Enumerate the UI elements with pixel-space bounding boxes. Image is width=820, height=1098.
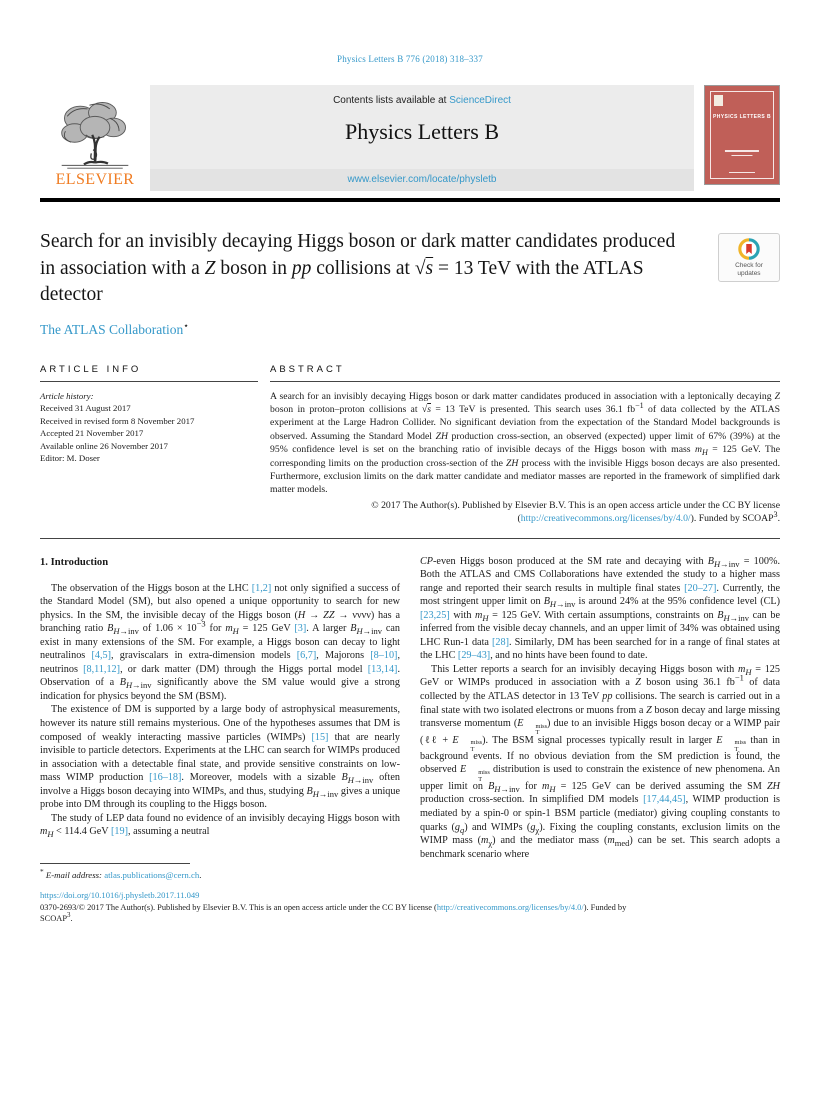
citation-link[interactable]: [16–18] [149, 772, 182, 784]
article-history-line: Available online 26 November 2017 [40, 440, 168, 451]
email-label: E-mail address: [45, 869, 102, 880]
email-link[interactable]: atlas.publications@cern.ch [104, 869, 200, 880]
hyperlink[interactable]: http://creativecommons.org/licenses/by/4.0/ [520, 513, 691, 525]
check-badge-label: Check for updates [735, 262, 763, 278]
article-history-label: Article history: [40, 390, 94, 401]
elsevier-tree-icon [48, 96, 142, 170]
editor-line: Editor: M. Doser [40, 453, 100, 464]
section-heading-introduction: 1. Introduction [40, 556, 109, 568]
body-left-column [40, 555, 400, 880]
abstract-section [270, 364, 780, 526]
elsevier-wordmark: ELSEVIER [55, 171, 135, 188]
citation-link[interactable]: [13,14] [367, 663, 398, 675]
footnote-period: . [199, 869, 202, 880]
check-for-updates-badge[interactable] [718, 233, 780, 282]
divider [40, 538, 780, 539]
journal-reference[interactable]: Physics Letters B 776 (2018) 318–337 [337, 54, 483, 64]
citation-link[interactable]: [15] [311, 731, 329, 743]
paragraph: CP-even Higgs boson produced at the SM rate and decaying with $B_{H\to inv} = 100\%$. Both the ATLAS and CMS Collaborations have extended the study to a higher mass range and reported their search results in multiple final states [20–27]. Currently, the most stringent upper limit on $B_{H\to inv}$ is around 24% at the 95% confidence level (CL) [23,25] with $m_H = 125$ GeV. With certain assumptions, constraints on $B_{H\to inv}$ can be inferred from the visible decay channels, and an upper limit of 34% was obtained using LHC Run-1 data [28]. Similarly, DM has been searched for in a range of final states at the LHC [29–43], and no hints have been found to date. [420, 555, 781, 662]
cover-publisher-mark [714, 95, 723, 106]
doi-link[interactable]: https://doi.org/10.1016/j.physletb.2017.11.049 [40, 889, 200, 900]
article-info-heading: ARTICLE INFO [40, 363, 142, 375]
author-note-marker: ⋆ [183, 320, 189, 330]
abstract-text: A search for an invisibly decaying Higgs boson or dark matter candidates produced in association with a leptonically decaying Z boson in proton–proton collisions at √s = 13 TeV is presented. This search uses 36.1 $fb^{-1}$ of data collected by the ATLAS experiment at the Large Hadron Collider. No significant deviation from the expectation of the Standard Model backgrounds is observed. Assuming the Standard Model ZH production cross-section, an observed (expected) upper limit of 67% (39%) at the 95% confidence level is set on the branching ratio of invisible decays of the Higgs boson with mass $m_H = 125$ GeV. The corresponding limits on the production cross-section of the ZH process with the invisible Higgs boson decays are also presented. Furthermore, exclusion limits on the dark matter candidate and mediator masses are reported in the framework of simplified dark matter models. [270, 390, 780, 496]
body-right-column [420, 555, 780, 880]
citation-link[interactable]: [28] [491, 636, 509, 648]
cover-frame [710, 91, 774, 179]
divider [40, 381, 258, 382]
journal-banner [40, 85, 780, 191]
page-footer [40, 890, 780, 925]
abstract-heading: ABSTRACT [270, 363, 345, 375]
paragraph: This Letter reports a search for an invisibly decaying Higgs boson with $m_H = 125$ GeV or WIMPs produced in association with a Z boson using 36.1 $fb^{-1}$ of data collected by the ATLAS detector in 13 TeV pp collisions. The search is carried out in a final state with two isolated electrons or muons from a Z boson decay and large missing transverse momentum (E miss T ) due to an invisible Higgs boson decay or a WIMP pair (ℓℓ + E miss T ). The BSM signal processes typically result in larger E miss T than in background events. If no obvious deviation from the SM prediction is found, the observed E miss T distribution is used to constrain the existence of new phenomena. An upper limit on $B_{H\to inv}$ for $m_H = 125$ GeV can be derived assuming the SM ZH production cross-section. In simplified DM models [17,44,45], WIMP production is mediated by a spin-0 or spin-1 BSM particle (mediator) giving coupling constants to quarks $(g_q)$ and WIMPs $(g_\chi)$. Fixing the coupling constants, exclusion limits on the WIMP mass $(m_\chi)$ and the mediator mass $(m_{med})$ can be set. This search adopts a benchmark scenario where [420, 663, 781, 860]
sciencedirect-link[interactable]: ScienceDirect [449, 95, 511, 106]
citation-link[interactable]: [1,2] [251, 582, 272, 594]
footnote-block [40, 863, 400, 880]
citation-link[interactable]: [3] [294, 623, 307, 635]
elsevier-logo[interactable] [40, 85, 150, 191]
author-link[interactable]: The ATLAS Collaboration [40, 321, 184, 337]
article-history-line: Received in revised form 8 November 2017 [40, 415, 195, 426]
license-line: 0370-2693/© 2017 The Author(s). Published by Elsevier B.V. This is an open access article under the CC BY license (http://creativecommons.org/licenses/by/4.0/). Funded by SCOAP$^3$. [40, 902, 627, 924]
cover-decoration [731, 155, 752, 157]
footnote-marker: * [40, 867, 44, 877]
divider [40, 863, 190, 864]
email-footnote [40, 867, 400, 880]
citation-link[interactable]: [8,11,12] [83, 663, 121, 675]
citation-link[interactable]: [4,5] [91, 650, 111, 662]
citation-link[interactable]: [23,25] [420, 609, 450, 621]
abstract-copyright: © 2017 The Author(s). Published by Elsevier B.V. This is an open access article under the CC BY license (http://creativecommons.org/licenses/by/4.0/). Funded by SCOAP$^3$. [371, 499, 780, 525]
article-title: Search for an invisibly decaying Higgs boson or dark matter candidates produced in association with a Z boson in pp collisions at √s = 13 TeV with the ATLAS detector [40, 231, 676, 305]
journal-url-link[interactable]: www.elsevier.com/locate/physletb [150, 169, 694, 191]
cover-title: PHYSICS LETTERS B [713, 114, 771, 120]
divider [270, 381, 780, 382]
paragraph: The study of LEP data found no evidence of an invisibly decaying Higgs boson with $m_H < 114.4$ GeV [19], assuming a neutral [40, 812, 400, 840]
journal-info-box [150, 85, 694, 191]
cover-decoration [729, 172, 755, 174]
journal-title: Physics Letters B [345, 119, 499, 144]
citation-link[interactable]: [29–43] [457, 650, 491, 662]
contents-prefix: Contents lists available at [333, 95, 450, 106]
hyperlink[interactable]: http://creativecommons.org/licenses/by/4.0/ [436, 902, 584, 912]
citation-link[interactable]: [17,44,45] [643, 794, 686, 806]
citation-link[interactable]: [19] [111, 826, 129, 838]
citation-link[interactable]: [20–27] [684, 582, 717, 594]
citation-link[interactable]: [6,7] [296, 650, 317, 662]
article-body [40, 555, 780, 880]
citation-link[interactable]: [8–10] [370, 650, 398, 662]
article-info-section [40, 364, 258, 526]
article-history-line: Accepted 21 November 2017 [40, 428, 144, 439]
cover-decoration [725, 150, 759, 152]
banner-divider [40, 198, 780, 202]
journal-cover-thumbnail[interactable] [704, 85, 780, 185]
crossmark-icon [738, 238, 760, 260]
paragraph: The observation of the Higgs boson at the LHC [1,2] not only signified a success of the Standard Model (SM), but also opened a unique opportunity to search for new physics. In the SM, the invisible decay of the Higgs boson (H → ZZ → νννν) has a branching ratio $B_{H\to inv}$ of $1.06 \times 10^{-3}$ for $m_H = 125$ GeV [3]. A larger $B_{H\to inv}$ can exist in many extensions of the SM. For example, a Higgs boson can decay to light neutralinos [4,5], graviscalars in extra-dimension models [6,7], Majorons [8–10], neutrinos [8,11,12], or dark matter (DM) through the Higgs portal model [13,14]. Observation of a $B_{H\to inv}$ significantly above the SM value would give a strong indication for physics beyond the SM (BSM). [40, 582, 401, 702]
paragraph: The existence of DM is supported by a large body of astrophysical measurements, however its nature still remains mysterious. One of the hypotheses assumes that DM is composed of weakly interacting massive particles (WIMPs) [15] that are nearly invisible to particle detectors. Experiments at the LHC can search for WIMPs produced in association with a detectable final state, and provide sensitive constraints on low-mass WIMP production [16–18]. Moreover, models with a sizable $B_{H\to inv}$ often involve a Higgs boson decaying into WIMPs, and thus, studying $B_{H\to inv}$ gives a unique probe into DM through its coupling to the Higgs boson. [40, 704, 400, 811]
author-line [40, 322, 780, 338]
article-history-line: Received 31 August 2017 [40, 403, 131, 414]
contents-line [150, 95, 694, 106]
